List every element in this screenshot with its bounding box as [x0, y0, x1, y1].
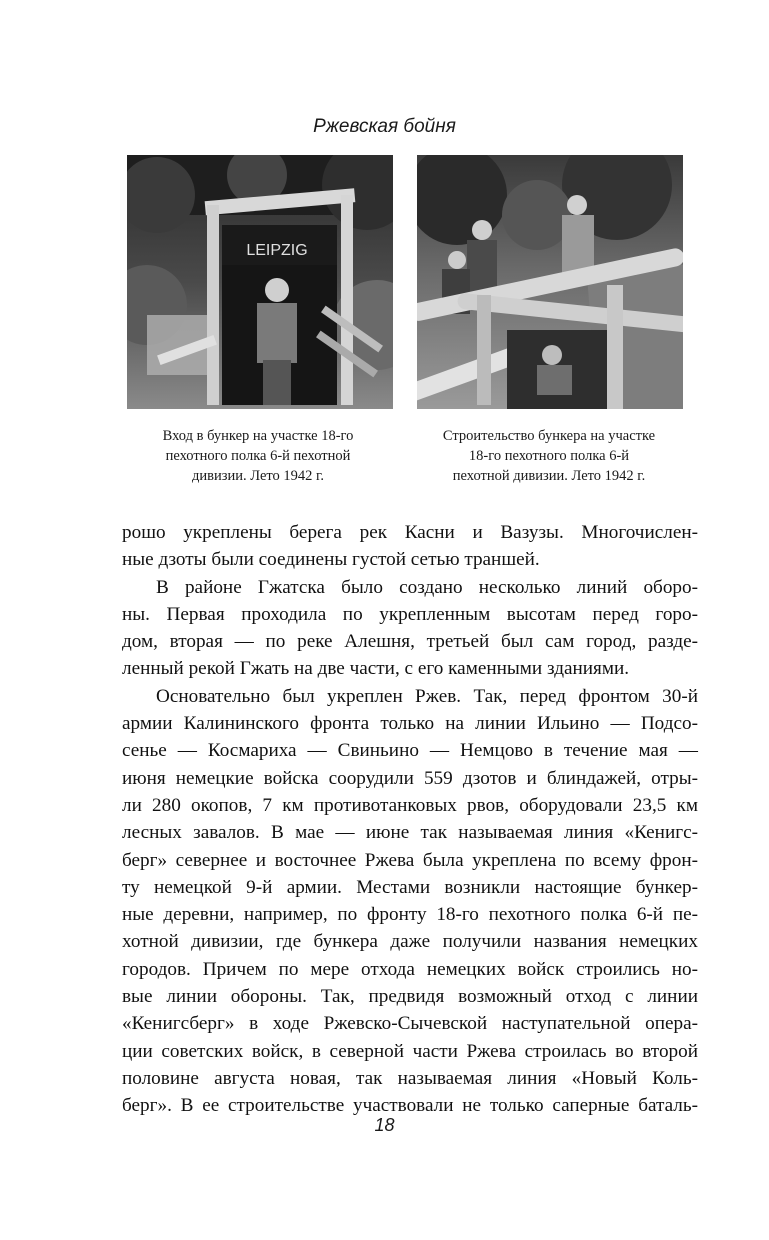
text-line: ленный рекой Гжать на две части, с его каменными зданиями. [122, 658, 630, 680]
text-line: дом, вторая — по реке Алешня, третьей был сам город, разде- [122, 631, 698, 653]
text-line: В районе Гжатска было создано несколько линий оборо- [156, 576, 698, 598]
bunker-construction-photo [417, 155, 683, 409]
caption-line: 18-го пехотного полка 6-й [468, 448, 630, 464]
text-line: ные дзоты были соединены густой сетью траншей. [122, 549, 540, 571]
caption-line: пехотной дивизии. Лето 1942 г. [452, 468, 646, 484]
text-line: лесных завалов. В мае — июне так называемая линия «Кенигс- [122, 822, 698, 844]
text-line: сенье — Космариха — Свиньино — Немцово в течение мая — [122, 740, 698, 762]
text-line: ны. Первая проходила по укрепленным высотам перед горо- [122, 603, 698, 625]
text-line: рошо укреплены берега рек Касни и Вазузы. Многочислен- [122, 522, 698, 543]
sign-text: LEIPZIG [246, 242, 308, 259]
text-line: Основательно был укреплен Ржев. Так, перед фронтом 30-й [156, 685, 698, 707]
right-photo-caption [404, 426, 694, 486]
text-line: хотной дивизии, где бункера даже получили названия немецких [122, 931, 698, 953]
text-line: берг». В ее строительстве участвовали не только саперные баталь- [122, 1095, 698, 1117]
text-line: ту немецкой 9-й армии. Местами возникли настоящие бункер- [122, 876, 698, 898]
text-line: берг» севернее и восточнее Ржева была укреплена по всему фрон- [122, 849, 698, 871]
text-line: половине августа новая, так называемая линия «Новый Коль- [122, 1067, 698, 1089]
bunker-entrance-photo [127, 155, 393, 409]
body-text [122, 519, 698, 1120]
text-line: ли 280 окопов, 7 км противотанковых рвов, оборудовали 23,5 км [122, 794, 698, 816]
text-line: ции советских войск, в северной части Ржева строилась во второй [122, 1040, 698, 1062]
caption-line: Строительство бункера на участке [442, 428, 656, 444]
text-line: вые линии обороны. Так, предвидя возможный отход с линии [122, 986, 698, 1008]
text-line: армии Калининского фронта только на линии Ильино — Подсо- [122, 713, 698, 735]
page-number: 18 [374, 1115, 395, 1135]
text-line: городов. Причем по мере отхода немецких войск строились но- [122, 958, 698, 980]
running-head: Ржевская бойня [313, 116, 456, 137]
left-photo-caption [113, 426, 403, 486]
text-line: июня немецкие войска соорудили 559 дзотов и блиндажей, отры- [122, 767, 698, 789]
caption-line: дивизии. Лето 1942 г. [192, 468, 324, 484]
text-line: «Кенигсберг» в ходе Ржевско-Сычевской наступательной опера- [122, 1013, 698, 1035]
caption-line: пехотного полка 6-й пехотной [165, 448, 351, 464]
caption-line: Вход в бункер на участке 18-го [162, 428, 354, 444]
text-line: ные деревни, например, по фронту 18-го пехотного полка 6-й пе- [122, 904, 698, 926]
